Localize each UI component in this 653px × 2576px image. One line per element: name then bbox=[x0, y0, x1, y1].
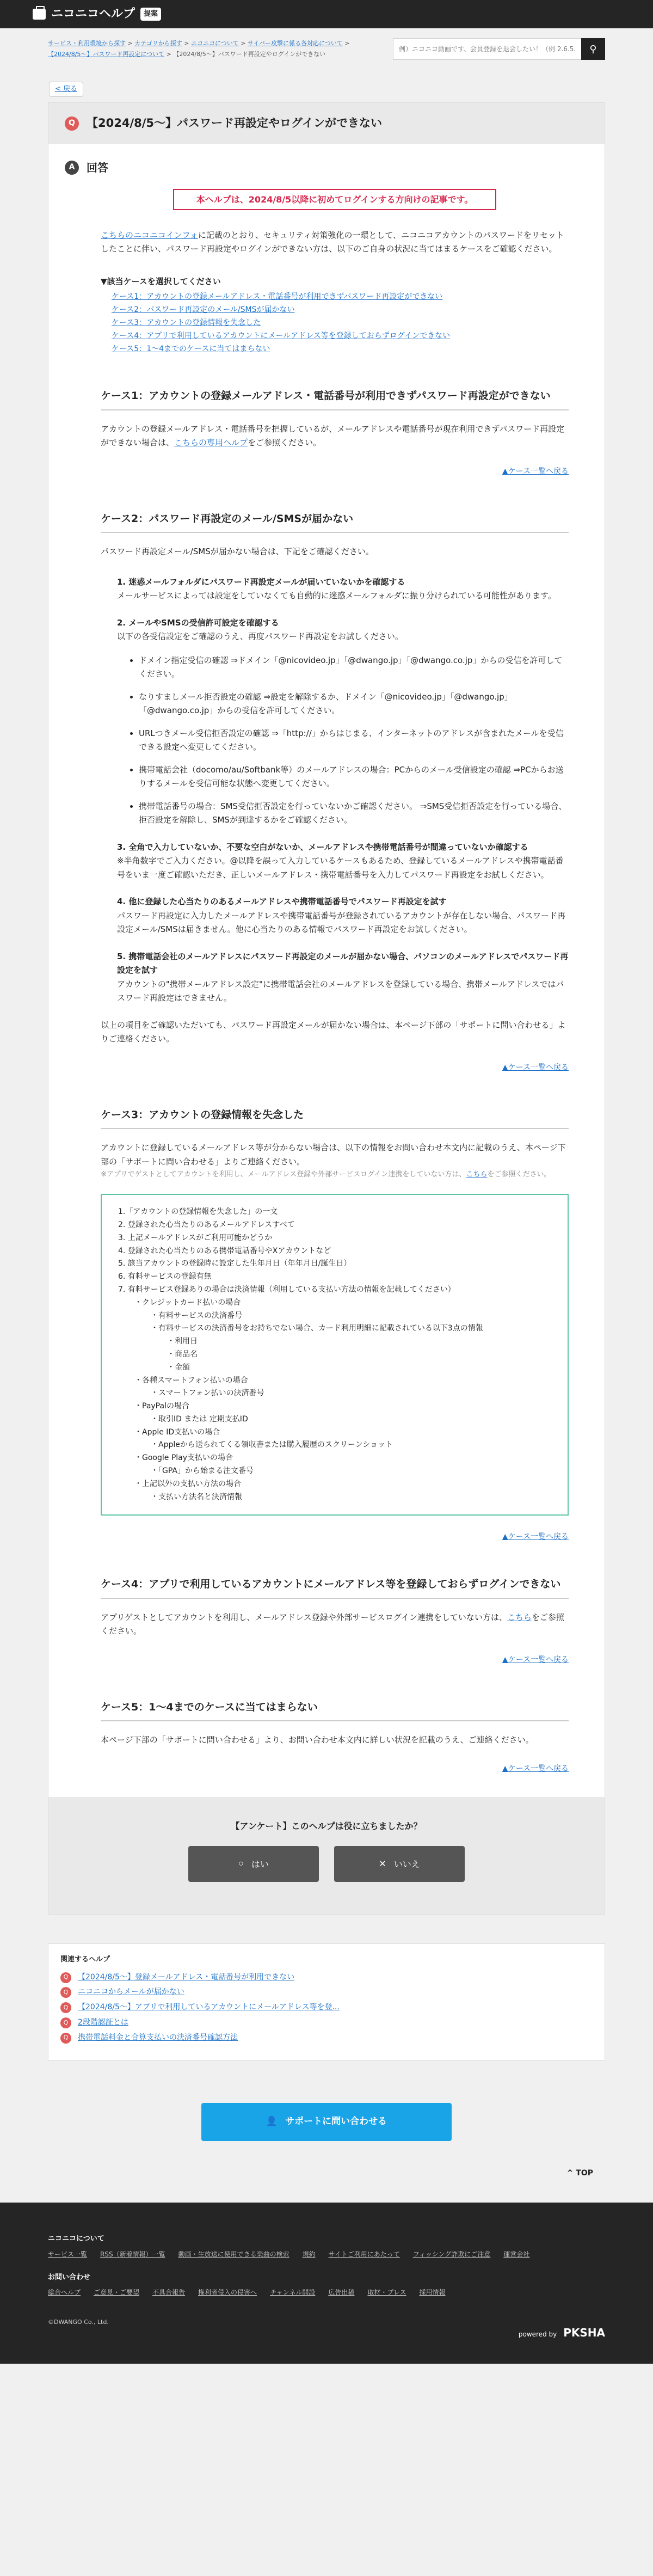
survey-section bbox=[48, 1797, 605, 1914]
question-icon: Q bbox=[60, 2033, 71, 2044]
case2-steps bbox=[101, 575, 569, 1005]
breadcrumb-item[interactable]: カテゴリから探す bbox=[134, 40, 182, 47]
list-item: 4. 登録された心当たりのある携帯電話番号やXアカウントなど bbox=[118, 1246, 331, 1255]
case3-text: アカウントに登録しているメールアドレス等が分からない場合は、以下の情報をお問い合わせ本文内に記載のうえ、本ページ下部の「サポートに問い合わせる」よりご連絡ください。 bbox=[101, 1143, 566, 1167]
breadcrumb-item[interactable]: 【2024/8/5〜】パスワード再設定について bbox=[48, 50, 165, 58]
survey-yes-button[interactable]: ○ はい bbox=[188, 1846, 319, 1882]
list-item: ・取引ID または 定期支払ID bbox=[151, 1414, 248, 1424]
case3-title: ケース3：アカウントの登録情報を失念した bbox=[101, 1107, 569, 1130]
intro-text bbox=[101, 229, 569, 256]
list-item: ・Apple ID支払いの場合 bbox=[134, 1427, 220, 1437]
site-header bbox=[0, 0, 653, 28]
intro-body: に記載のとおり、セキュリティ対策強化の一環として、ニコニコアカウントのパスワードをリセットしたことに伴い、パスワード再設定やログインができない方は、以下のご自身の状況に当てはまるケースをご確認ください。 bbox=[101, 230, 564, 254]
related-item[interactable]: Q 【2024/8/5〜】登録メールアドレス・電話番号が利用できない bbox=[60, 1971, 593, 1984]
back-to-cases-link[interactable]: ▲ケース一覧へ戻る bbox=[502, 1063, 569, 1072]
footer-link[interactable]: RSS（新着情報）一覧 bbox=[100, 2250, 165, 2258]
question-icon: Q bbox=[60, 2017, 71, 2028]
list-item: ・支払い方法名と決済情報 bbox=[151, 1492, 242, 1501]
breadcrumb-item[interactable]: サービス・利用環境から探す bbox=[48, 40, 126, 47]
search-input[interactable] bbox=[393, 38, 581, 60]
list-item: • URLつきメール受信拒否設定の確認 ⇒「http://」からはじまる、インターネットのアドレスが含まれたメールを受信できる設定へ変更してください。 bbox=[139, 727, 569, 755]
case1-text: アカウントの登録メールアドレス・電話番号を把握しているが、メールアドレスや電話番号が現在利用できずパスワード再設定ができない場合は、こちらの専用ヘルプをご参照ください。 bbox=[101, 424, 565, 448]
case2-step: 4. 他に登録した心当たりのあるメールアドレスや携帯電話番号でパスワード再設定を試す パスワード再設定に入力したメールアドレスや携帯電話番号が登録されているアカウントが存在しない場合、パスワード再設定メール/SMSは届きません。他に心当たりのある情報でパスワード再設定をお試しください。 bbox=[117, 897, 566, 935]
case2-footer: 以上の項目をご確認いただいても、パスワード再設定メールが届かない場合は、本ページ下部の「サポートに問い合わせる」よりご連絡ください。 bbox=[101, 1020, 566, 1044]
related-item[interactable]: Q ニコニコからメールが届かない bbox=[60, 1986, 593, 1999]
back-label: 戻る bbox=[63, 85, 78, 93]
case3-note: ※アプリでゲストとしてアカウントを利用し、メールアドレス登録や外部サービスログイン連携をしていない方は、こちらをご参照ください。 bbox=[101, 1170, 551, 1179]
case2-step: 2. メールやSMSの受信許可設定を確認する 以下の各受信設定をご確認のうえ、再度パスワード再設定をお試しください。 • ドメイン指定受信の確認 ⇒ドメイン「@nicovideo.jp」「@dwango.jp」「@dwango.co.jp」からの受信を許可してください。 • なりすましメール拒否設定の確認 ⇒設定を解除するか、ドメイン「@nicovideo.jp」「@dwango.jp」「@dwango.co.jp」からの受信を許可してください。 • URLつきメール受信拒否設定の確認 ⇒「http://」からはじまる、インターネットのアドレスが含まれたメールを受信できる設定へ変更してください。 • 携帯電話会社（docomo/au/Softbank等）のメールアドレスの場合：PCからのメール受信設定の確認 ⇒PCからお送りするメールを受信可能な状態へ変更してください。 • 携帯電話番号の場合：SMS受信拒否設定を行っていないかご確認ください。 ⇒SMS受信拒否設定を行っている場合、拒否設定を解除し、SMSが到達するかをご確認ください。 bbox=[117, 616, 569, 827]
case5-title: ケース5：1〜4までのケースに当てはまらない bbox=[101, 1700, 569, 1722]
list-item: 3. 上記メールアドレスがご利用可能かどうか bbox=[118, 1233, 273, 1242]
list-item: ・有料サービスの決済番号をお持ちでない場合、カード利用明細に記載されている以下3点の情報 bbox=[151, 1324, 483, 1333]
contact-support-button[interactable]: 👤 サポートに問い合わせる bbox=[201, 2103, 452, 2141]
list-item: ・Appleから送られてくる領収書または購入履歴のスクリーンショット bbox=[151, 1440, 393, 1450]
case2-title: ケース2：パスワード再設定のメール/SMSが届かない bbox=[101, 511, 569, 533]
related-help bbox=[48, 1943, 605, 2060]
case-link-2[interactable]: ケース2：パスワード再設定のメール/SMSが届かない bbox=[112, 305, 295, 315]
back-to-cases-link[interactable]: ▲ケース一覧へ戻る bbox=[502, 467, 569, 476]
case2-step: 3. 全角で入力していないか、不要な空白がないか、メールアドレスや携帯電話番号が間違っていないか確認する ※半角数字でご入力ください。@以降を誤って入力しているケースもあるため、登録しているメールアドレスや携帯電話番号をいま一度ご確認いただき、正しいメールアドレス・携帯電話番号を入力してパスワード再設定をお試しください。 bbox=[117, 842, 564, 880]
site-logo[interactable] bbox=[33, 4, 161, 24]
breadcrumb-current: 【2024/8/5〜】パスワード再設定やログインができない bbox=[173, 50, 326, 58]
case1-title: ケース1：アカウントの登録メールアドレス・電話番号が利用できずパスワード再設定ができない bbox=[101, 388, 569, 410]
answer-section bbox=[48, 144, 605, 1798]
powered-by: powered by PKSHA bbox=[518, 2326, 605, 2340]
back-to-cases-link[interactable]: ▲ケース一覧へ戻る bbox=[502, 1655, 569, 1664]
cross-icon: ✕ bbox=[379, 1859, 386, 1869]
related-item[interactable]: Q 携帯電話料金と合算支払いの決済番号確認方法 bbox=[60, 2032, 593, 2045]
list-item: 6. 有料サービスの登録有無 bbox=[118, 1272, 212, 1281]
search-button[interactable] bbox=[581, 38, 605, 60]
case-link-3[interactable]: ケース3：アカウントの登録情報を失念した bbox=[112, 318, 261, 328]
list-item: • 携帯電話番号の場合：SMS受信拒否設定を行っていないかご確認ください。 ⇒SMS受信拒否設定を行っている場合、拒否設定を解除し、SMSが到達するかをご確認ください。 bbox=[139, 800, 569, 827]
list-item: 2. 登録された心当たりのあるメールアドレスすべて bbox=[118, 1220, 295, 1229]
case-list bbox=[101, 291, 569, 355]
case-link-1[interactable]: ケース1：アカウントの登録メールアドレス・電話番号が利用できずパスワード再設定ができない bbox=[112, 292, 443, 302]
list-item: ・各種スマートフォン払いの場合 bbox=[134, 1376, 248, 1385]
list-item: ・PayPalの場合 bbox=[134, 1402, 189, 1411]
list-item: ・スマートフォン払いの決済番号 bbox=[151, 1389, 264, 1398]
case5-text: 本ページ下部の「サポートに問い合わせる」より、お問い合わせ本文内に詳しい状況を記載のうえ、ご連絡ください。 bbox=[101, 1735, 534, 1745]
case2-step: 5. 携帯電話会社のメールアドレスにパスワード再設定のメールが届かない場合、パソコンのメールアドレスでパスワード再設定を試す アカウントの"携帯メールアドレス設定"に携帯電話会社のメールアドレスを登録している場合、携帯メールアドレスではパスワード再設定はできません。 bbox=[117, 951, 569, 1003]
breadcrumb-item[interactable]: ニコニコについて bbox=[191, 40, 239, 47]
case-select-title: ▼該当ケースを選択してください bbox=[101, 276, 221, 286]
case-link-5[interactable]: ケース5：1〜4までのケースに当てはまらない bbox=[112, 344, 270, 353]
case3-note-link[interactable]: こちら bbox=[466, 1170, 488, 1179]
footer-link[interactable]: サービス一覧 bbox=[48, 2250, 88, 2258]
list-item: 5. 該当アカウントの登録時に設定した生年月日（年年月日/誕生日） bbox=[118, 1259, 352, 1268]
related-item[interactable]: Q 【2024/8/5〜】アプリで利用しているアカウントにメールアドレス等を登... bbox=[60, 2001, 593, 2014]
case4-title: ケース4：アプリで利用しているアカウントにメールアドレス等を登録しておらずログインできない bbox=[101, 1577, 569, 1599]
question-header bbox=[48, 103, 605, 144]
list-item: • 携帯電話会社（docomo/au/Softbank等）のメールアドレスの場合：PCからのメール受信設定の確認 ⇒PCからお送りするメールを受信可能な状態へ変更してください。 bbox=[139, 763, 569, 791]
copyright: ©DWANGO Co., Ltd. bbox=[48, 2319, 109, 2326]
list-item: ・Google Play支払いの場合 bbox=[134, 1453, 233, 1463]
case-link-4[interactable]: ケース4：アプリで利用しているアカウントにメールアドレス等を登録しておらずログインできない bbox=[112, 331, 451, 340]
back-to-top[interactable]: ^ TOP bbox=[566, 2168, 593, 2178]
list-item: ・「GPA」から始まる注文番号 bbox=[151, 1467, 254, 1476]
survey-no-button[interactable]: ✕ いいえ bbox=[334, 1846, 465, 1882]
site-footer bbox=[0, 2203, 653, 2364]
circle-icon: ○ bbox=[238, 1859, 244, 1868]
case4-link[interactable]: こちら bbox=[507, 1612, 532, 1622]
list-item: ・金額 bbox=[167, 1363, 190, 1372]
footer-link[interactable]: フィッシング詐欺にご注意 bbox=[412, 2250, 491, 2258]
footer-link[interactable]: 採用情報 bbox=[419, 2289, 446, 2296]
tv-icon bbox=[33, 9, 46, 20]
list-item: ・クレジットカード払いの場合 bbox=[134, 1298, 241, 1307]
inquiry-template-box bbox=[101, 1194, 569, 1516]
receive-settings-list bbox=[117, 654, 569, 827]
list-item: 1.「アカウントの登録情報を失念した」の一文 bbox=[118, 1207, 278, 1217]
footer-link[interactable]: チャンネル開設 bbox=[270, 2289, 316, 2296]
page-title: 【2024/8/5〜】パスワード再設定やログインができない bbox=[87, 116, 382, 130]
question-icon: Q bbox=[60, 2002, 71, 2013]
question-icon: Q bbox=[60, 1987, 71, 1998]
list-item: • なりすましメール拒否設定の確認 ⇒設定を解除するか、ドメイン「@nicovideo.jp」「@dwango.jp」「@dwango.co.jp」からの受信を許可してください。 bbox=[139, 690, 569, 718]
person-icon: 👤 bbox=[266, 2116, 278, 2127]
back-to-cases-link[interactable]: ▲ケース一覧へ戻る bbox=[502, 1532, 569, 1542]
footer-link[interactable]: 不具合報告 bbox=[152, 2289, 186, 2296]
case1-link[interactable]: こちらの専用ヘルプ bbox=[174, 438, 248, 448]
question-icon: Q bbox=[65, 116, 79, 131]
breadcrumb: サービス・利用環境から探す > カテゴリから探す > ニコニコについて > サイバー攻撃に係る各対応について > 【2024/8/5〜】パスワード再設定について > 【2024/8/5〜】パスワード再設定やログインができない bbox=[48, 40, 350, 58]
answer-icon: A bbox=[65, 161, 79, 175]
faq-card bbox=[48, 102, 605, 1915]
footer-link[interactable]: 運営会社 bbox=[503, 2250, 530, 2258]
footer-link[interactable]: 動画・生放送に使用できる楽曲の検索 bbox=[178, 2250, 289, 2258]
search-icon: ⚲ bbox=[589, 43, 597, 54]
notice-banner: 本ヘルプは、2024/8/5以降に初めてログインする方向けの記事です。 bbox=[173, 189, 496, 210]
list-item: ・上記以外の支払い方法の場合 bbox=[134, 1479, 241, 1488]
case2-step: 1. 迷惑メールフォルダにパスワード再設定メールが届いていないかを確認する メールサービスによっては設定をしていなくても自動的に迷惑メールフォルダに振り分けられている可能性があります。 bbox=[117, 576, 556, 601]
case2-lead: パスワード再設定メール/SMSが届かない場合は、下記をご確認ください。 bbox=[101, 547, 374, 557]
footer-link[interactable]: 規約 bbox=[302, 2250, 316, 2258]
related-title: 関連するヘルプ bbox=[60, 1955, 110, 1964]
answer-heading: 回答 bbox=[87, 161, 108, 174]
footer-link[interactable]: サイトご利用にあたって bbox=[328, 2250, 400, 2258]
footer-contact-title: お問い合わせ bbox=[48, 2273, 91, 2281]
footer-link[interactable]: 広告出稿 bbox=[328, 2289, 355, 2296]
breadcrumb-item[interactable]: サイバー攻撃に係る各対応について bbox=[248, 40, 343, 47]
search-form bbox=[393, 38, 605, 60]
back-to-cases-link[interactable]: ▲ケース一覧へ戻る bbox=[502, 1764, 569, 1773]
footer-link[interactable]: 総合ヘルプ bbox=[48, 2289, 81, 2296]
list-item: • ドメイン指定受信の確認 ⇒ドメイン「@nicovideo.jp」「@dwango.jp」「@dwango.co.jp」からの受信を許可してください。 bbox=[139, 654, 569, 682]
footer-link[interactable]: ご意見・ご要望 bbox=[94, 2289, 140, 2296]
case4-text: アプリゲストとしてアカウントを利用し、メールアドレス登録や外部サービスログイン連携をしていない方は、こちらをご参照ください。 bbox=[101, 1612, 564, 1636]
info-link[interactable]: こちらのニコニコインフォ bbox=[101, 230, 198, 240]
list-item: 7. 有料サービス登録ありの場合は決済情報（利用している支払い方法の情報を記載してください） bbox=[118, 1285, 455, 1294]
footer-link[interactable]: 権利者侵入の侵害へ bbox=[198, 2289, 257, 2296]
brand-badge: 提案 bbox=[140, 8, 161, 21]
footer-link[interactable]: 取材・プレス bbox=[367, 2289, 406, 2296]
list-item: ・有料サービスの決済番号 bbox=[151, 1311, 242, 1320]
footer-about-title: ニコニコについて bbox=[48, 2235, 104, 2243]
related-item[interactable]: Q 2段階認証とは bbox=[60, 2016, 593, 2029]
list-item: ・商品名 bbox=[167, 1350, 198, 1359]
survey-question: 【アンケート】このヘルプは役に立ちましたか？ bbox=[231, 1821, 422, 1832]
list-item: ・利用日 bbox=[167, 1337, 198, 1346]
back-button[interactable]: < 戻る bbox=[49, 82, 83, 97]
question-icon: Q bbox=[60, 1972, 71, 1983]
brand-name: ニコニコヘルプ bbox=[51, 7, 135, 21]
